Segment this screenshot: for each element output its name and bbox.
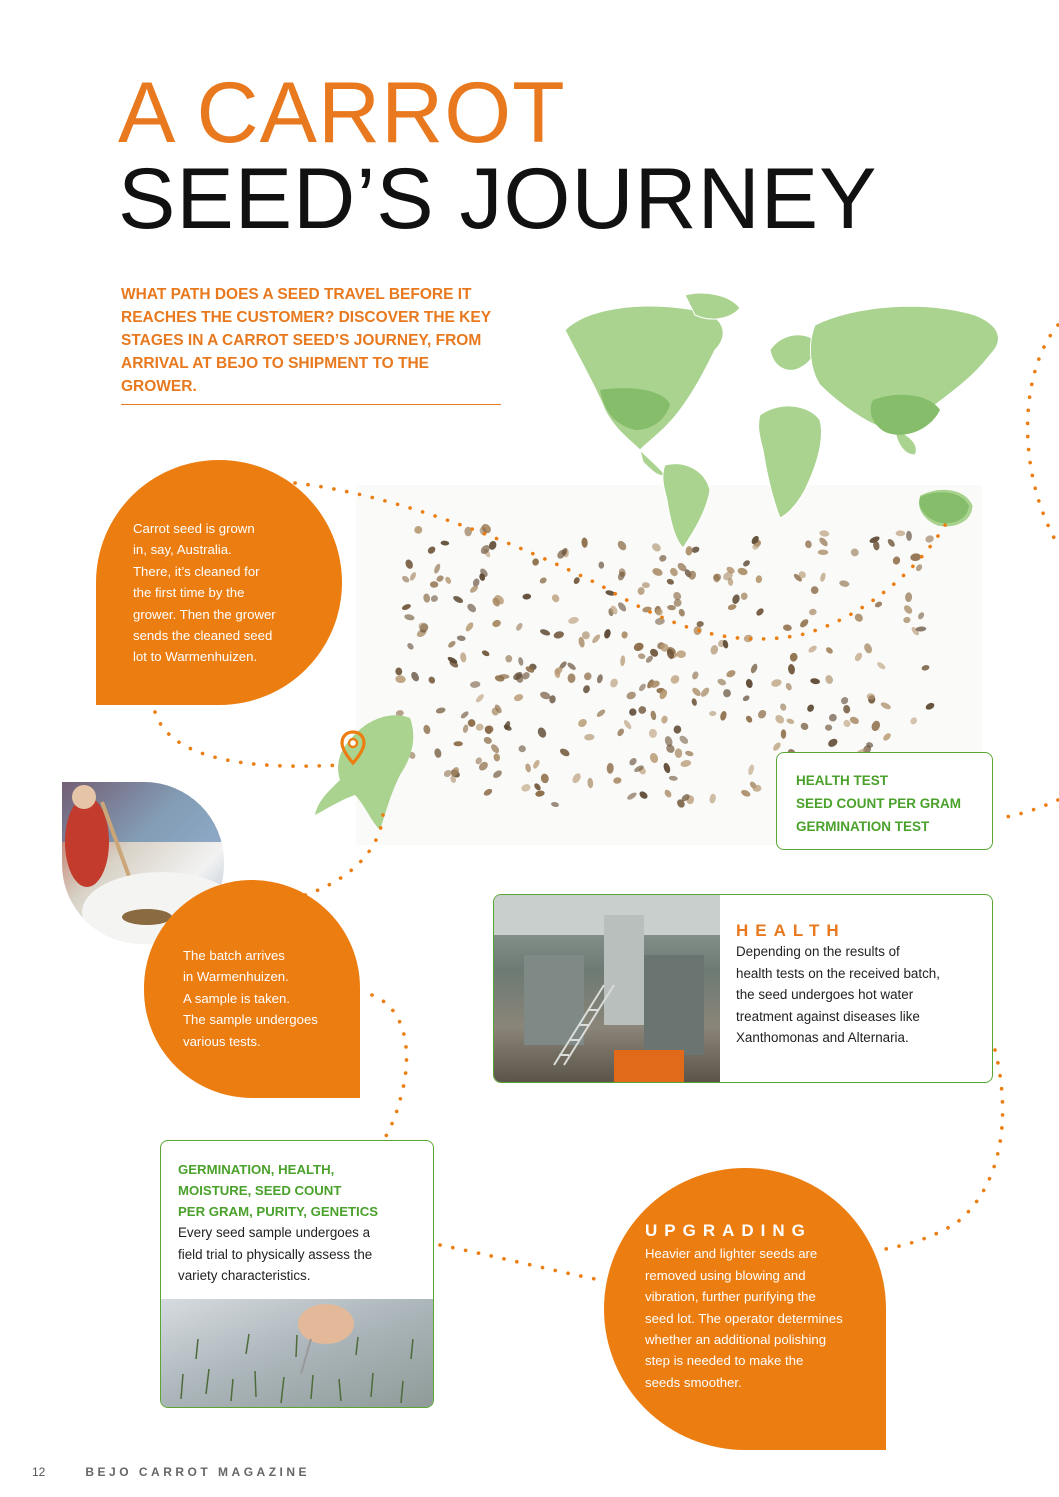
seed	[430, 594, 439, 603]
seed	[843, 705, 851, 714]
seed	[637, 705, 648, 716]
seed	[492, 769, 504, 780]
seed	[719, 710, 727, 721]
seed	[609, 677, 619, 688]
seed	[666, 578, 675, 586]
seedling-trial-photo	[161, 1299, 434, 1407]
seed	[583, 671, 593, 681]
health-box	[493, 894, 993, 1083]
seed	[532, 558, 540, 567]
health-line: health tests on the received batch,	[736, 965, 940, 981]
seed	[633, 641, 645, 652]
seed	[567, 616, 579, 625]
seed	[483, 736, 493, 745]
bubble-line: various tests.	[183, 1033, 261, 1049]
seed	[799, 721, 809, 731]
seed	[737, 567, 749, 577]
seed	[638, 682, 648, 692]
germination-line: field trial to physically assess the	[178, 1246, 373, 1262]
seed	[447, 640, 457, 649]
seed	[909, 716, 918, 726]
germination-line: variety characteristics.	[178, 1268, 311, 1283]
page-title	[118, 65, 878, 247]
seed	[464, 527, 472, 537]
seed	[401, 603, 412, 611]
seed	[470, 681, 481, 689]
seed	[649, 752, 660, 764]
seed	[678, 608, 686, 617]
seed	[620, 655, 626, 666]
seed	[540, 773, 550, 784]
seed	[539, 628, 551, 637]
seed	[587, 777, 594, 788]
seed	[785, 682, 793, 691]
bubble-line: lot to Warmenhuizen.	[133, 649, 258, 665]
seed	[669, 673, 681, 685]
seed	[750, 663, 759, 674]
seed	[915, 563, 924, 572]
upgrading-line: step is needed to make the	[645, 1353, 804, 1369]
factory-photo	[494, 895, 720, 1083]
seed	[613, 777, 622, 785]
upgrading-line: seeds smoother.	[645, 1374, 742, 1390]
seed	[725, 669, 736, 679]
seed	[742, 694, 751, 702]
seed	[663, 788, 673, 798]
seed	[863, 642, 874, 654]
seed	[680, 759, 692, 768]
seed	[520, 783, 531, 793]
seed	[584, 734, 595, 741]
seed	[535, 790, 545, 798]
seed	[625, 690, 637, 700]
seed	[483, 788, 494, 798]
seed	[427, 675, 436, 684]
seed	[522, 593, 531, 600]
seed	[676, 650, 686, 658]
seed	[691, 686, 703, 697]
seed	[491, 619, 502, 629]
seed	[673, 725, 682, 735]
world-map	[555, 290, 1010, 550]
seed	[787, 664, 795, 675]
health-line: the seed undergoes hot water	[736, 987, 914, 1002]
seed	[539, 576, 548, 584]
seed	[668, 566, 679, 577]
seed	[806, 703, 816, 713]
seed	[747, 764, 755, 776]
bubble-line: The sample undergoes	[183, 1012, 318, 1028]
seed	[452, 595, 464, 605]
seed	[444, 576, 452, 585]
seed	[404, 613, 415, 621]
seed	[882, 732, 892, 742]
seed	[433, 563, 442, 575]
seed	[456, 635, 466, 642]
seed	[789, 652, 798, 662]
seed	[709, 711, 716, 716]
seed	[607, 763, 614, 774]
seed	[550, 593, 560, 604]
seed	[505, 655, 512, 662]
bubble-line: in Warmenhuizen.	[183, 969, 289, 985]
upgrading-line: vibration, further purifying the	[645, 1289, 816, 1305]
seed	[774, 713, 786, 725]
seed	[825, 646, 834, 655]
seed	[661, 715, 669, 724]
seed	[799, 618, 810, 629]
seed	[808, 608, 817, 616]
seed	[395, 675, 406, 684]
seed	[825, 724, 832, 730]
seed	[716, 678, 727, 687]
seed	[515, 622, 524, 632]
seed	[518, 745, 526, 753]
seed	[870, 719, 882, 732]
seed	[462, 724, 469, 733]
seed	[559, 747, 571, 758]
location-pin-icon	[340, 730, 366, 766]
test-item: HEALTH TEST	[796, 773, 888, 788]
factory-illustration	[494, 895, 720, 1083]
seed	[410, 670, 421, 682]
seed	[710, 644, 720, 655]
seed	[475, 693, 486, 704]
seed	[582, 684, 591, 694]
germination-heading-line: MOISTURE, SEED COUNT	[178, 1183, 342, 1198]
bubble-line: grower. Then the grower	[133, 606, 276, 622]
seed	[755, 575, 763, 584]
seed	[553, 630, 565, 639]
germination-text	[178, 1222, 423, 1287]
seed	[603, 628, 611, 639]
seed	[810, 678, 821, 685]
seed	[464, 621, 475, 633]
seed	[493, 753, 501, 762]
seed	[401, 574, 411, 583]
seed	[454, 741, 463, 746]
bubble-line: the first time by the	[133, 585, 245, 601]
seed	[434, 748, 443, 759]
seed	[629, 708, 637, 716]
upgrading-line: Heavier and lighter seeds are	[645, 1246, 818, 1262]
bubble-grown-in-australia	[96, 460, 342, 705]
seed	[532, 759, 541, 770]
seed	[755, 607, 765, 617]
seed	[892, 555, 901, 565]
germination-box	[160, 1140, 434, 1408]
seed	[742, 559, 751, 568]
seed	[566, 661, 577, 671]
seed	[786, 718, 795, 725]
seed	[745, 678, 753, 688]
bubble-batch-arrives	[144, 880, 360, 1098]
seed	[637, 587, 645, 595]
seed	[616, 601, 627, 613]
bubble-line: Carrot seed is grown	[133, 521, 255, 536]
seed	[577, 717, 589, 728]
seed	[650, 710, 657, 720]
seed	[772, 741, 782, 752]
seed	[819, 572, 826, 582]
health-line: Xanthomonas and Alternaria.	[736, 1030, 909, 1045]
seed	[876, 661, 887, 671]
seed	[675, 748, 683, 758]
seed	[740, 592, 748, 600]
upgrading-line: whether an additional polishing	[645, 1332, 827, 1348]
seed	[440, 540, 449, 546]
seed	[409, 571, 417, 581]
seed	[435, 707, 446, 715]
seed	[880, 701, 892, 711]
health-line: Depending on the results of	[736, 944, 900, 959]
seed	[533, 782, 542, 791]
seed	[642, 606, 652, 613]
germination-heading	[178, 1159, 423, 1222]
seed	[596, 674, 604, 684]
seed	[874, 600, 883, 608]
seed	[840, 696, 850, 706]
seed	[460, 710, 470, 720]
bubble-line: sends the cleaned seed	[133, 628, 273, 644]
seed	[824, 674, 834, 685]
seed	[672, 590, 683, 601]
seed	[571, 772, 583, 785]
seed	[654, 617, 665, 626]
seed	[475, 723, 485, 732]
seed	[678, 734, 690, 745]
seed	[691, 670, 700, 680]
tests-box	[776, 752, 993, 850]
seed	[605, 589, 616, 596]
seed	[910, 553, 922, 562]
seed	[658, 554, 667, 563]
seed	[404, 558, 414, 570]
seed	[699, 686, 711, 698]
seed	[642, 582, 650, 588]
seed	[525, 763, 532, 773]
title-line-1: A CARROT	[118, 65, 566, 161]
title-line-2: SEED’S JOURNEY	[118, 151, 878, 247]
seed	[691, 698, 698, 707]
intro-text: WHAT PATH DOES A SEED TRAVEL BEFORE IT REACHES THE CUSTOMER? DISCOVER THE KEY STAGES IN A CARROT SEED’S JOURNEY, FROM ARRIVAL AT BEJO TO SHIPMENT TO THE GROWER.	[121, 283, 501, 405]
bubble-upgrading	[604, 1168, 886, 1450]
seed	[839, 579, 850, 587]
seed	[517, 657, 524, 667]
seed	[727, 603, 737, 611]
seed	[466, 602, 478, 614]
page-footer	[32, 1465, 310, 1479]
seed	[572, 576, 580, 585]
seed	[921, 664, 930, 671]
seed	[626, 791, 638, 801]
seedling-illustration	[161, 1299, 434, 1407]
seed	[568, 673, 576, 683]
seed	[513, 693, 524, 702]
netherlands-map	[310, 710, 420, 835]
bubble-line: The batch arrives	[183, 948, 285, 963]
seed	[853, 612, 864, 623]
seed	[638, 790, 649, 800]
germination-heading-line: GERMINATION, HEALTH,	[178, 1162, 335, 1177]
seed	[902, 604, 913, 616]
seed	[423, 593, 431, 603]
seed	[628, 757, 638, 767]
seed	[649, 729, 658, 739]
seed	[435, 574, 445, 583]
seed	[596, 708, 607, 718]
upgrading-heading: UPGRADING	[645, 1221, 812, 1240]
seed	[406, 642, 415, 651]
seed	[651, 567, 663, 578]
seed	[481, 649, 490, 657]
seed	[551, 801, 560, 807]
seed	[638, 653, 646, 660]
seed	[426, 545, 436, 555]
seed	[853, 651, 863, 662]
test-item: GERMINATION TEST	[796, 819, 930, 834]
seed	[414, 526, 422, 534]
seed	[731, 593, 741, 605]
seed	[917, 611, 926, 620]
seed	[827, 737, 839, 748]
seed	[422, 724, 431, 735]
bubble-line: in, say, Australia.	[133, 542, 232, 558]
seed	[467, 718, 477, 728]
seed	[536, 726, 548, 739]
germination-heading-line: PER GRAM, PURITY, GENETICS	[178, 1204, 379, 1219]
germination-line: Every seed sample undergoes a	[178, 1225, 371, 1240]
seed	[622, 719, 632, 731]
seed	[598, 561, 604, 569]
upgrading-line: seed lot. The operator determines	[645, 1310, 843, 1326]
upgrading-line: removed using blowing and	[645, 1267, 806, 1283]
health-heading: HEALTH	[736, 921, 846, 940]
test-item: SEED COUNT PER GRAM	[796, 796, 962, 811]
seed	[770, 678, 782, 688]
seed	[430, 581, 439, 588]
seed	[745, 715, 754, 724]
bubble-line: There, it’s cleaned for	[133, 563, 260, 579]
seed	[827, 712, 838, 723]
seed	[460, 652, 467, 663]
seed	[709, 793, 717, 804]
bubble-line: A sample is taken.	[183, 990, 291, 1006]
seed	[779, 703, 787, 712]
seed	[810, 586, 819, 595]
seed	[489, 743, 500, 755]
seed	[903, 616, 911, 624]
seed	[395, 667, 403, 676]
seed	[783, 624, 793, 632]
seed	[925, 702, 936, 711]
health-text	[736, 941, 986, 1049]
magazine-name: BEJO CARROT MAGAZINE	[85, 1465, 311, 1479]
seed	[781, 729, 786, 738]
seed	[684, 750, 694, 757]
seed	[484, 724, 495, 734]
seed	[756, 708, 768, 720]
seed	[818, 550, 829, 556]
page-number: 12	[32, 1465, 46, 1479]
seed	[621, 631, 628, 639]
seed	[743, 634, 753, 643]
health-line: treatment against diseases like	[736, 1008, 920, 1024]
seed	[807, 644, 818, 654]
seed	[905, 592, 913, 602]
seed	[740, 789, 751, 798]
seed	[662, 762, 671, 774]
seed	[616, 727, 625, 737]
seed	[669, 775, 678, 781]
seed	[664, 743, 676, 755]
seed	[591, 633, 602, 644]
seed	[723, 689, 732, 698]
